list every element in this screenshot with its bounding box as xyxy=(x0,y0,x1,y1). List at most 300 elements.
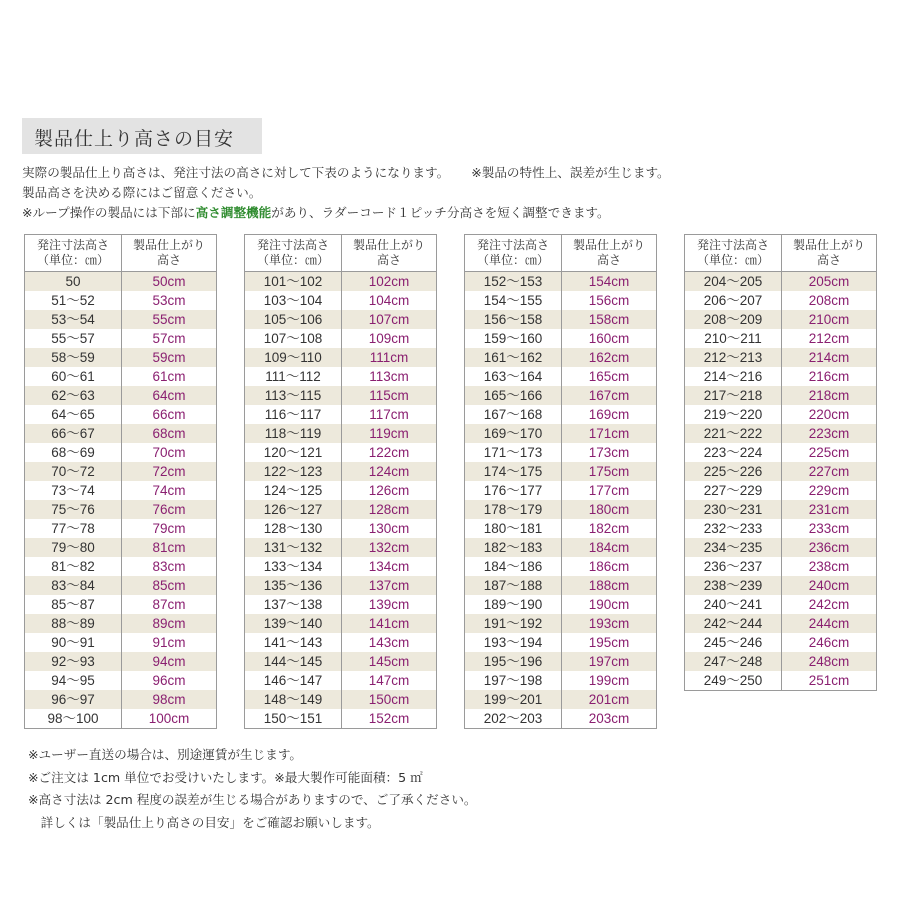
table-row xyxy=(245,386,437,405)
product-height-cell: 175cm xyxy=(562,462,657,481)
table-row xyxy=(25,557,217,576)
order-size-cell: 219～220 xyxy=(685,405,782,424)
table-row xyxy=(685,652,877,671)
table-row xyxy=(465,462,657,481)
table-row xyxy=(465,272,657,292)
table-row xyxy=(25,500,217,519)
table-row xyxy=(685,462,877,481)
intro-text xyxy=(22,163,670,223)
order-size-cell: 234～235 xyxy=(685,538,782,557)
size-table-2 xyxy=(244,234,437,729)
product-height-cell: 240cm xyxy=(782,576,877,595)
product-height-cell: 115cm xyxy=(342,386,437,405)
product-height-cell: 57cm xyxy=(122,329,217,348)
order-size-header: 発注寸法高さ （単位：㎝） xyxy=(465,235,562,272)
notes xyxy=(28,744,477,834)
order-size-cell: 206～207 xyxy=(685,291,782,310)
order-size-cell: 163～164 xyxy=(465,367,562,386)
order-size-cell: 232～233 xyxy=(685,519,782,538)
order-size-cell: 171～173 xyxy=(465,443,562,462)
product-height-cell: 132cm xyxy=(342,538,437,557)
product-height-cell: 96cm xyxy=(122,671,217,690)
product-height-cell: 152cm xyxy=(342,709,437,729)
table-row xyxy=(245,576,437,595)
table-row xyxy=(245,652,437,671)
product-height-header: 製品仕上がり 高さ xyxy=(122,235,217,272)
product-height-cell: 208cm xyxy=(782,291,877,310)
product-height-cell: 182cm xyxy=(562,519,657,538)
product-height-cell: 220cm xyxy=(782,405,877,424)
table-row xyxy=(25,519,217,538)
table-row xyxy=(685,519,877,538)
table-row xyxy=(685,367,877,386)
order-size-cell: 152～153 xyxy=(465,272,562,292)
order-size-cell: 148～149 xyxy=(245,690,342,709)
table-row xyxy=(245,690,437,709)
product-height-cell: 107cm xyxy=(342,310,437,329)
product-height-cell: 145cm xyxy=(342,652,437,671)
table-row xyxy=(245,405,437,424)
order-size-cell: 88～89 xyxy=(25,614,122,633)
product-height-cell: 98cm xyxy=(122,690,217,709)
order-size-cell: 146～147 xyxy=(245,671,342,690)
order-size-cell: 66～67 xyxy=(25,424,122,443)
product-height-cell: 165cm xyxy=(562,367,657,386)
table-row xyxy=(245,614,437,633)
order-size-cell: 126～127 xyxy=(245,500,342,519)
order-size-cell: 193～194 xyxy=(465,633,562,652)
product-height-cell: 218cm xyxy=(782,386,877,405)
product-height-cell: 59cm xyxy=(122,348,217,367)
product-height-cell: 113cm xyxy=(342,367,437,386)
order-size-cell: 77～78 xyxy=(25,519,122,538)
table-row xyxy=(685,310,877,329)
product-height-cell: 216cm xyxy=(782,367,877,386)
table-row xyxy=(245,310,437,329)
order-size-cell: 92～93 xyxy=(25,652,122,671)
product-height-cell: 167cm xyxy=(562,386,657,405)
product-height-cell: 147cm xyxy=(342,671,437,690)
product-height-cell: 248cm xyxy=(782,652,877,671)
product-height-cell: 205cm xyxy=(782,272,877,292)
product-height-cell: 128cm xyxy=(342,500,437,519)
table-row xyxy=(685,348,877,367)
order-size-cell: 60～61 xyxy=(25,367,122,386)
order-size-cell: 68～69 xyxy=(25,443,122,462)
product-height-cell: 143cm xyxy=(342,633,437,652)
table-row xyxy=(685,576,877,595)
note-line: ※ユーザー直送の場合は、別途運賃が生じます。 xyxy=(28,747,303,762)
order-size-cell: 139～140 xyxy=(245,614,342,633)
order-size-cell: 176～177 xyxy=(465,481,562,500)
table-row xyxy=(245,633,437,652)
table-row xyxy=(245,709,437,729)
order-size-cell: 105～106 xyxy=(245,310,342,329)
note-line: ※高さ寸法は 2cm 程度の誤差が生じる場合がありますので、ご了承ください。 xyxy=(28,792,477,807)
table-row xyxy=(685,405,877,424)
product-height-cell: 177cm xyxy=(562,481,657,500)
order-size-cell: 70～72 xyxy=(25,462,122,481)
size-table-4 xyxy=(684,234,877,691)
order-size-cell: 199～201 xyxy=(465,690,562,709)
table-row xyxy=(685,291,877,310)
product-height-cell: 85cm xyxy=(122,576,217,595)
product-height-cell: 242cm xyxy=(782,595,877,614)
order-size-cell: 225～226 xyxy=(685,462,782,481)
order-size-cell: 154～155 xyxy=(465,291,562,310)
product-height-cell: 134cm xyxy=(342,557,437,576)
table-row xyxy=(245,481,437,500)
product-height-cell: 50cm xyxy=(122,272,217,292)
order-size-cell: 50 xyxy=(25,272,122,292)
table-row xyxy=(465,671,657,690)
order-size-cell: 189～190 xyxy=(465,595,562,614)
intro-line-1b: ※製品の特性上、誤差が生じます。 xyxy=(471,165,670,180)
order-size-cell: 236～237 xyxy=(685,557,782,576)
order-size-cell: 197～198 xyxy=(465,671,562,690)
product-height-cell: 236cm xyxy=(782,538,877,557)
intro-line-3b: があり、ラダーコード１ピッチ分高さを短く調整できます。 xyxy=(271,205,610,220)
product-height-cell: 214cm xyxy=(782,348,877,367)
order-size-cell: 210～211 xyxy=(685,329,782,348)
table-row xyxy=(465,614,657,633)
order-size-cell: 161～162 xyxy=(465,348,562,367)
product-height-cell: 81cm xyxy=(122,538,217,557)
product-height-cell: 122cm xyxy=(342,443,437,462)
order-size-cell: 212～213 xyxy=(685,348,782,367)
intro-line-2: 製品高さを決める際にはご留意ください。 xyxy=(22,185,262,200)
table-row xyxy=(245,272,437,292)
table-row xyxy=(465,500,657,519)
product-height-header: 製品仕上がり 高さ xyxy=(342,235,437,272)
product-height-cell: 109cm xyxy=(342,329,437,348)
product-height-cell: 190cm xyxy=(562,595,657,614)
product-height-cell: 184cm xyxy=(562,538,657,557)
table-row xyxy=(25,405,217,424)
product-height-cell: 225cm xyxy=(782,443,877,462)
order-size-cell: 101～102 xyxy=(245,272,342,292)
order-size-cell: 131～132 xyxy=(245,538,342,557)
product-height-cell: 102cm xyxy=(342,272,437,292)
page-title: 製品仕上り高さの目安 xyxy=(34,128,235,150)
table-row xyxy=(25,652,217,671)
table-row xyxy=(245,348,437,367)
table-row xyxy=(685,424,877,443)
order-size-cell: 230～231 xyxy=(685,500,782,519)
product-height-cell: 139cm xyxy=(342,595,437,614)
product-height-cell: 104cm xyxy=(342,291,437,310)
order-size-cell: 195～196 xyxy=(465,652,562,671)
table-row xyxy=(685,386,877,405)
product-height-cell: 171cm xyxy=(562,424,657,443)
table-row xyxy=(25,614,217,633)
table-row xyxy=(465,310,657,329)
order-size-cell: 118～119 xyxy=(245,424,342,443)
product-height-cell: 76cm xyxy=(122,500,217,519)
table-row xyxy=(245,367,437,386)
order-size-cell: 204～205 xyxy=(685,272,782,292)
order-size-cell: 223～224 xyxy=(685,443,782,462)
product-height-header: 製品仕上がり 高さ xyxy=(782,235,877,272)
table-row xyxy=(685,500,877,519)
note-line: 詳しくは「製品仕上り高さの目安」をご確認お願いします。 xyxy=(28,814,380,830)
intro-line-1 xyxy=(22,163,670,183)
order-size-cell: 167～168 xyxy=(465,405,562,424)
table-row xyxy=(245,671,437,690)
product-height-cell: 94cm xyxy=(122,652,217,671)
product-height-cell: 162cm xyxy=(562,348,657,367)
product-height-cell: 173cm xyxy=(562,443,657,462)
order-size-cell: 227～229 xyxy=(685,481,782,500)
order-size-cell: 113～115 xyxy=(245,386,342,405)
product-height-cell: 197cm xyxy=(562,652,657,671)
product-height-cell: 199cm xyxy=(562,671,657,690)
order-size-cell: 245～246 xyxy=(685,633,782,652)
table-row xyxy=(685,443,877,462)
product-height-cell: 158cm xyxy=(562,310,657,329)
product-height-cell: 117cm xyxy=(342,405,437,424)
table-row xyxy=(685,538,877,557)
height-adjust-highlight: 高さ調整機能 xyxy=(195,205,272,220)
product-height-cell: 61cm xyxy=(122,367,217,386)
intro-line-3a: ※ループ操作の製品には下部に xyxy=(22,205,196,220)
order-size-cell: 242～244 xyxy=(685,614,782,633)
table-row xyxy=(465,405,657,424)
product-height-cell: 150cm xyxy=(342,690,437,709)
order-size-header: 発注寸法高さ （単位：㎝） xyxy=(685,235,782,272)
order-size-cell: 90～91 xyxy=(25,633,122,652)
product-height-cell: 188cm xyxy=(562,576,657,595)
product-height-cell: 169cm xyxy=(562,405,657,424)
table-row xyxy=(245,519,437,538)
order-size-cell: 187～188 xyxy=(465,576,562,595)
order-size-cell: 133～134 xyxy=(245,557,342,576)
product-height-cell: 83cm xyxy=(122,557,217,576)
table-row xyxy=(465,652,657,671)
table-row xyxy=(245,424,437,443)
order-size-cell: 98～100 xyxy=(25,709,122,729)
order-size-cell: 238～239 xyxy=(685,576,782,595)
product-height-cell: 203cm xyxy=(562,709,657,729)
table-row xyxy=(685,557,877,576)
order-size-cell: 116～117 xyxy=(245,405,342,424)
table-row xyxy=(465,481,657,500)
product-height-cell: 87cm xyxy=(122,595,217,614)
product-height-cell: 89cm xyxy=(122,614,217,633)
table-row xyxy=(685,614,877,633)
order-size-cell: 122～123 xyxy=(245,462,342,481)
table-row xyxy=(465,538,657,557)
table-row xyxy=(25,462,217,481)
product-height-cell: 53cm xyxy=(122,291,217,310)
order-size-cell: 128～130 xyxy=(245,519,342,538)
table-row xyxy=(25,481,217,500)
table-row xyxy=(685,671,877,691)
table-row xyxy=(465,424,657,443)
table-row xyxy=(25,671,217,690)
order-size-cell: 214～216 xyxy=(685,367,782,386)
product-height-cell: 111cm xyxy=(342,348,437,367)
order-size-cell: 107～108 xyxy=(245,329,342,348)
table-row xyxy=(465,690,657,709)
product-height-cell: 141cm xyxy=(342,614,437,633)
order-size-cell: 217～218 xyxy=(685,386,782,405)
table-row xyxy=(25,272,217,292)
product-height-cell: 100cm xyxy=(122,709,217,729)
order-size-cell: 249～250 xyxy=(685,671,782,691)
product-height-cell: 180cm xyxy=(562,500,657,519)
table-row xyxy=(245,595,437,614)
table-row xyxy=(25,310,217,329)
table-row xyxy=(685,481,877,500)
table-row xyxy=(245,462,437,481)
product-height-cell: 74cm xyxy=(122,481,217,500)
table-row xyxy=(25,386,217,405)
order-size-cell: 178～179 xyxy=(465,500,562,519)
product-height-cell: 160cm xyxy=(562,329,657,348)
order-size-cell: 150～151 xyxy=(245,709,342,729)
product-height-cell: 210cm xyxy=(782,310,877,329)
table-row xyxy=(465,519,657,538)
product-height-cell: 212cm xyxy=(782,329,877,348)
table-row xyxy=(25,690,217,709)
product-height-cell: 244cm xyxy=(782,614,877,633)
table-row xyxy=(465,709,657,729)
order-size-cell: 141～143 xyxy=(245,633,342,652)
product-height-cell: 91cm xyxy=(122,633,217,652)
table-row xyxy=(245,291,437,310)
order-size-cell: 184～186 xyxy=(465,557,562,576)
table-row xyxy=(25,367,217,386)
order-size-header: 発注寸法高さ （単位：㎝） xyxy=(25,235,122,272)
table-row xyxy=(465,367,657,386)
product-height-cell: 137cm xyxy=(342,576,437,595)
product-height-cell: 55cm xyxy=(122,310,217,329)
product-height-cell: 66cm xyxy=(122,405,217,424)
table-row xyxy=(465,595,657,614)
order-size-cell: 94～95 xyxy=(25,671,122,690)
product-height-cell: 246cm xyxy=(782,633,877,652)
order-size-cell: 159～160 xyxy=(465,329,562,348)
table-row xyxy=(25,329,217,348)
intro-line-3 xyxy=(22,203,670,223)
table-row xyxy=(25,443,217,462)
order-size-header: 発注寸法高さ （単位：㎝） xyxy=(245,235,342,272)
order-size-cell: 137～138 xyxy=(245,595,342,614)
product-height-cell: 193cm xyxy=(562,614,657,633)
product-height-cell: 154cm xyxy=(562,272,657,292)
order-size-cell: 96～97 xyxy=(25,690,122,709)
order-size-cell: 83～84 xyxy=(25,576,122,595)
order-size-cell: 156～158 xyxy=(465,310,562,329)
order-size-cell: 55～57 xyxy=(25,329,122,348)
order-size-cell: 124～125 xyxy=(245,481,342,500)
order-size-cell: 180～181 xyxy=(465,519,562,538)
order-size-cell: 64～65 xyxy=(25,405,122,424)
order-size-cell: 85～87 xyxy=(25,595,122,614)
order-size-cell: 81～82 xyxy=(25,557,122,576)
order-size-cell: 191～192 xyxy=(465,614,562,633)
order-size-cell: 75～76 xyxy=(25,500,122,519)
order-size-cell: 182～183 xyxy=(465,538,562,557)
table-row xyxy=(25,633,217,652)
table-row xyxy=(25,348,217,367)
table-row xyxy=(25,424,217,443)
order-size-cell: 62～63 xyxy=(25,386,122,405)
table-row xyxy=(245,329,437,348)
table-row xyxy=(465,633,657,652)
product-height-cell: 79cm xyxy=(122,519,217,538)
order-size-cell: 144～145 xyxy=(245,652,342,671)
size-table-3 xyxy=(464,234,657,729)
table-row xyxy=(685,272,877,292)
product-height-cell: 156cm xyxy=(562,291,657,310)
table-row xyxy=(25,538,217,557)
product-height-cell: 68cm xyxy=(122,424,217,443)
table-row xyxy=(25,595,217,614)
table-row xyxy=(245,557,437,576)
product-height-cell: 130cm xyxy=(342,519,437,538)
table-row xyxy=(465,348,657,367)
table-row xyxy=(245,443,437,462)
note-line: ※ご注文は 1cm 単位でお受けいたします。※最大製作可能面積：5 ㎡ xyxy=(28,769,423,785)
product-height-cell: 64cm xyxy=(122,386,217,405)
order-size-cell: 51～52 xyxy=(25,291,122,310)
order-size-cell: 111～112 xyxy=(245,367,342,386)
product-height-cell: 124cm xyxy=(342,462,437,481)
order-size-cell: 247～248 xyxy=(685,652,782,671)
order-size-cell: 169～170 xyxy=(465,424,562,443)
order-size-cell: 120～121 xyxy=(245,443,342,462)
order-size-cell: 73～74 xyxy=(25,481,122,500)
product-height-cell: 119cm xyxy=(342,424,437,443)
product-height-cell: 195cm xyxy=(562,633,657,652)
product-height-cell: 72cm xyxy=(122,462,217,481)
product-height-cell: 227cm xyxy=(782,462,877,481)
order-size-cell: 221～222 xyxy=(685,424,782,443)
product-height-cell: 238cm xyxy=(782,557,877,576)
order-size-cell: 174～175 xyxy=(465,462,562,481)
product-height-cell: 70cm xyxy=(122,443,217,462)
order-size-cell: 103～104 xyxy=(245,291,342,310)
table-row xyxy=(465,576,657,595)
table-row xyxy=(465,291,657,310)
order-size-cell: 58～59 xyxy=(25,348,122,367)
product-height-header: 製品仕上がり 高さ xyxy=(562,235,657,272)
table-row xyxy=(465,386,657,405)
product-height-cell: 201cm xyxy=(562,690,657,709)
table-row xyxy=(685,595,877,614)
size-table-1 xyxy=(24,234,217,729)
order-size-cell: 109～110 xyxy=(245,348,342,367)
order-size-cell: 240～241 xyxy=(685,595,782,614)
table-row xyxy=(685,329,877,348)
title-bar xyxy=(22,118,262,154)
product-height-cell: 233cm xyxy=(782,519,877,538)
table-row xyxy=(465,329,657,348)
table-row xyxy=(685,633,877,652)
order-size-cell: 208～209 xyxy=(685,310,782,329)
table-row xyxy=(465,557,657,576)
order-size-cell: 53～54 xyxy=(25,310,122,329)
product-height-cell: 229cm xyxy=(782,481,877,500)
table-row xyxy=(465,443,657,462)
product-height-cell: 231cm xyxy=(782,500,877,519)
order-size-cell: 135～136 xyxy=(245,576,342,595)
intro-line-1a: 実際の製品仕上り高さは、発注寸法の高さに対して下表のようになります。 xyxy=(22,165,450,180)
product-height-cell: 186cm xyxy=(562,557,657,576)
product-height-cell: 126cm xyxy=(342,481,437,500)
